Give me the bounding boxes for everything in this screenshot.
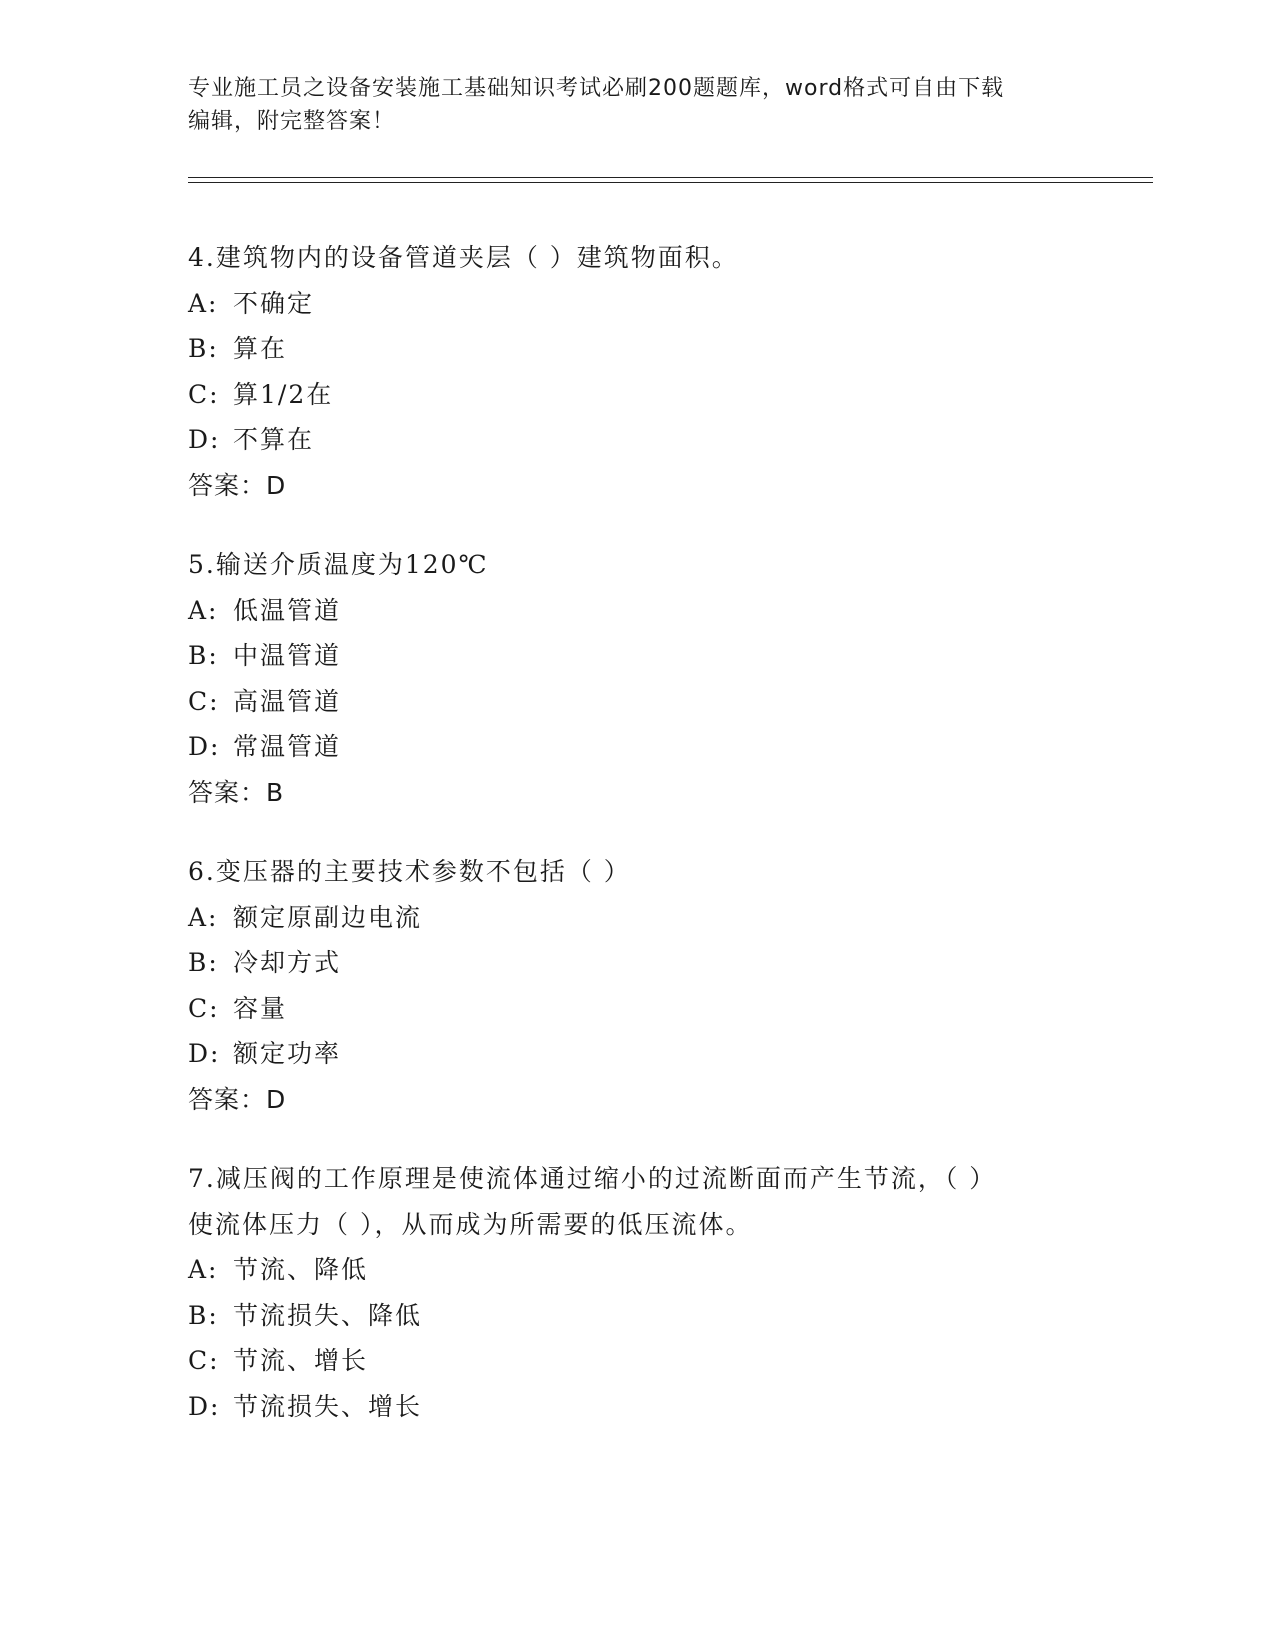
option-a	[188, 1247, 1088, 1293]
answer-line: 答案：D	[188, 1084, 287, 1114]
option-c	[188, 986, 1088, 1032]
option-key: A:	[188, 595, 219, 625]
option-d	[188, 417, 1088, 463]
option-key: D:	[188, 425, 221, 454]
header-double-rule	[188, 177, 1153, 183]
option-d	[188, 724, 1088, 770]
option-c	[188, 1338, 1088, 1384]
question-stem-line1: 7.减压阀的工作原理是使流体通过缩小的过流断面而产生节流，（ ）	[188, 1164, 997, 1193]
option-text: 冷却方式	[233, 948, 342, 977]
option-key: B:	[188, 641, 219, 670]
answer-line: 答案：B	[188, 777, 285, 807]
question-5	[188, 542, 1088, 815]
option-text: 节流损失、降低	[233, 1300, 423, 1330]
option-a	[188, 281, 1088, 327]
option-text: 常温管道	[233, 732, 342, 761]
question-4	[188, 235, 1088, 508]
option-key: D:	[188, 1039, 221, 1068]
option-key: A:	[188, 902, 219, 932]
option-text: 节流损失、增长	[233, 1391, 423, 1421]
option-key: D:	[188, 1391, 221, 1421]
question-6	[188, 849, 1088, 1122]
option-key: A:	[188, 288, 219, 318]
option-text: 低温管道	[233, 595, 342, 625]
option-key: D:	[188, 732, 221, 761]
option-d	[188, 1031, 1088, 1077]
option-text: 算1/2在	[233, 379, 334, 409]
answer-line: 答案：D	[188, 470, 287, 500]
option-key: C:	[188, 1346, 220, 1375]
option-text: 算在	[233, 334, 288, 363]
option-text: 节流、降低	[233, 1255, 369, 1284]
option-text: 不确定	[233, 288, 315, 318]
option-text: 额定原副边电流	[233, 902, 423, 932]
option-b	[188, 1293, 1088, 1339]
option-a	[188, 895, 1088, 941]
option-d	[188, 1384, 1088, 1430]
option-b	[188, 326, 1088, 372]
question-stem: 6.变压器的主要技术参数不包括（ ）	[188, 857, 631, 886]
question-7	[188, 1156, 1088, 1429]
option-text: 高温管道	[233, 686, 342, 716]
option-c	[188, 372, 1088, 418]
header-title-line1: 专业施工员之设备安装施工基础知识考试必刷200题题库，word格式可自由下载	[188, 76, 1005, 101]
option-text: 容量	[233, 993, 288, 1023]
question-stem-line2: 使流体压力（ ），从而成为所需要的低压流体。	[188, 1209, 753, 1239]
option-key: B:	[188, 334, 219, 363]
option-b	[188, 633, 1088, 679]
document-header	[188, 72, 1088, 138]
option-b	[188, 940, 1088, 986]
option-key: C:	[188, 993, 220, 1023]
question-list	[188, 235, 1088, 1463]
option-a	[188, 588, 1088, 634]
option-key: B:	[188, 948, 219, 977]
header-title-line2: 编辑，附完整答案！	[188, 109, 396, 134]
option-key: B:	[188, 1300, 219, 1330]
option-text: 不算在	[233, 425, 315, 454]
option-key: A:	[188, 1255, 219, 1284]
question-stem: 4.建筑物内的设备管道夹层（ ）建筑物面积。	[188, 243, 739, 272]
option-c	[188, 679, 1088, 725]
question-stem: 5.输送介质温度为120℃	[188, 550, 489, 579]
option-text: 节流、增长	[233, 1346, 369, 1375]
option-key: C:	[188, 686, 220, 716]
option-text: 额定功率	[233, 1039, 342, 1068]
option-key: C:	[188, 379, 220, 409]
option-text: 中温管道	[233, 641, 342, 670]
